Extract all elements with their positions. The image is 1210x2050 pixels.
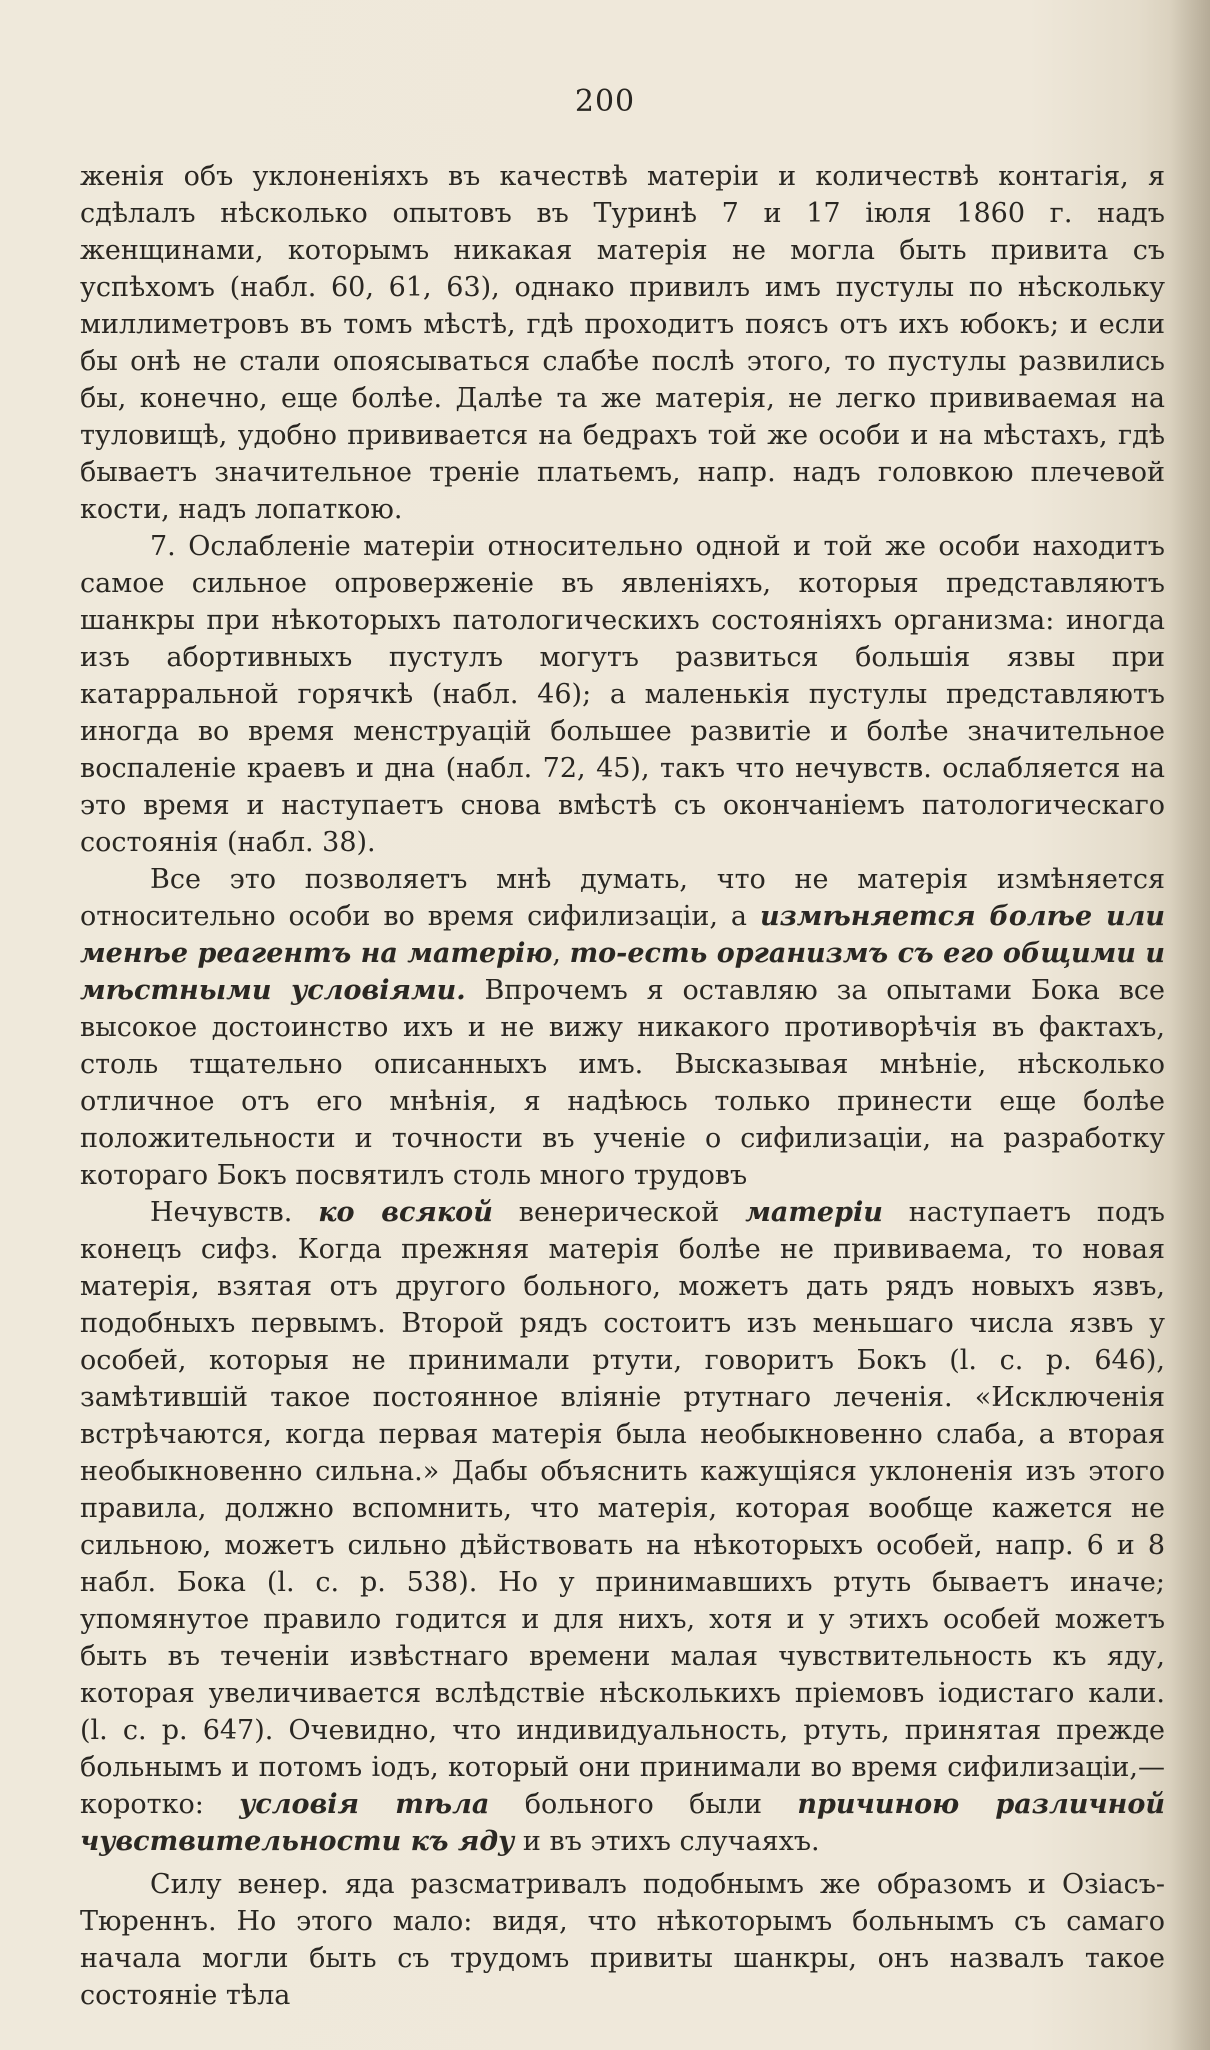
text-run: венерической (492, 1197, 746, 1228)
text-run: больного были (489, 1789, 798, 1820)
text-run: Впрочемъ я оставляю за опытами Бока все высокое достоинство ихъ и не вижу никакого противорѣчія въ фактахъ, столь тщательно описанныхъ имъ. Высказывая мнѣніе, нѣсколько отличное отъ его мнѣнія, я надѣюсь только принести еще болѣе положительности и точности въ ученіе о сифилизаціи, на разработку котораго Бокъ посвятилъ столь много трудовъ (80, 975, 1166, 1191)
page-edge-shadow (1170, 0, 1210, 2050)
emphasis-run: измѣняется болѣе или менѣе реагентъ на матерію (80, 901, 1165, 969)
text-run: Нечувств. (150, 1197, 319, 1228)
text-run: Все это позволяетъ мнѣ думать, что не матерія измѣняется относительно особи во время сифилизаціи, а (80, 864, 1165, 932)
emphasis-run: причиною различной чувствительности къ яду (80, 1789, 1166, 1857)
paragraph-silu-vener: Силу венер. яда разсматривалъ подобнымъ же образомъ и Озіасъ-Тюреннъ. Но этого мало: видя, что нѣкоторымъ больнымъ съ самаго начала могли быть съ трудомъ привиты шанкры, онъ назвалъ такое состояніе тѣла (80, 1869, 1165, 2011)
text-run: , (552, 938, 570, 969)
text-run: наступаетъ подъ конецъ сифз. Когда прежняя матерія болѣе не прививаема, то новая матерія, взятая отъ другого больного, можетъ дать рядъ новыхъ язвъ, подобныхъ первымъ. Второй рядъ состоитъ изъ меньшаго числа язвъ у особей, которыя не принимали ртути, говоритъ Бокъ (l. c. p. 646), замѣтившій такое постоянное вліяніе ртутнаго леченія. «Исключенія встрѣчаются, когда первая матерія была необыкновенно слаба, а вторая необыкновенно сильна.» Дабы объяснить кажущіяся уклоненія изъ этого правила, должно вспомнить, что матерія, которая вообще кажется не сильною, можетъ сильно дѣйствовать на нѣкоторыхъ особей, напр. 6 и 8 набл. Бока (l. c. p. 538). Но у принимавшихъ ртуть бываетъ иначе; упомянутое правило годится и для нихъ, хотя и у этихъ особей можетъ быть въ теченіи извѣстнаго времени малая чувствительность къ яду, которая увеличивается вслѣдствіе нѣсколькихъ пріемовъ іодистаго кали. (l. c. p. 647). Очевидно, что индивидуальность, ртуть, принятая прежде больнымъ и потомъ іодъ, который они принимали во время сифилизаціи,— коротко: (80, 1197, 1165, 1820)
emphasis-run: матеріи (745, 1197, 883, 1228)
emphasis-run: то-есть организмъ съ его общими и мѣстными условіями. (80, 938, 1165, 1006)
text-run: и въ этихъ случаяхъ. (514, 1826, 820, 1857)
paragraph-vse-eto (80, 861, 1165, 1194)
emphasis-run: ко всякой (318, 1197, 493, 1228)
page-number: 200 (574, 84, 636, 119)
paragraph-7: 7. Ослабленіе матеріи относительно одной и той же особи находитъ самое сильное опроверженіе въ явленіяхъ, которыя представляютъ шанкры при нѣкоторыхъ патологическихъ состояніяхъ организма: иногда изъ абортивныхъ пустулъ могутъ развиться большія язвы при катарральной горячкѣ (набл. 46); а маленькія пустулы представляютъ иногда во время менструацій большее развитіе и болѣе значительное воспаленіе краевъ и дна (набл. 72, 45), такъ что нечувств. ослабляется на это время и наступаетъ снова вмѣстѣ съ окончаніемъ патологическаго состоянія (набл. 38). (80, 531, 1165, 858)
emphasis-run: условія тѣла (239, 1789, 490, 1820)
paragraph-nechuvstv (80, 1194, 1165, 1860)
body-text (80, 158, 1165, 2014)
paragraph-continuation: женія объ уклоненіяхъ въ качествѣ матеріи и количествѣ контагія, я сдѣлалъ нѣсколько опытовъ въ Туринѣ 7 и 17 іюля 1860 г. надъ женщинами, которымъ никакая матерія не могла быть привита съ успѣхомъ (набл. 60, 61, 63), однако привилъ имъ пустулы по нѣскольку миллиметровъ въ томъ мѣстѣ, гдѣ проходитъ поясъ отъ ихъ юбокъ; и если бы онѣ не стали опоясываться слабѣе послѣ этого, то пустулы развились бы, конечно, еще болѣе. Далѣе та же матерія, не легко прививаемая на туловищѣ, удобно прививается на бедрахъ той же особи и на мѣстахъ, гдѣ бываетъ значительное треніе платьемъ, напр. надъ головкою плечевой кости, надъ лопаткою. (80, 161, 1165, 525)
